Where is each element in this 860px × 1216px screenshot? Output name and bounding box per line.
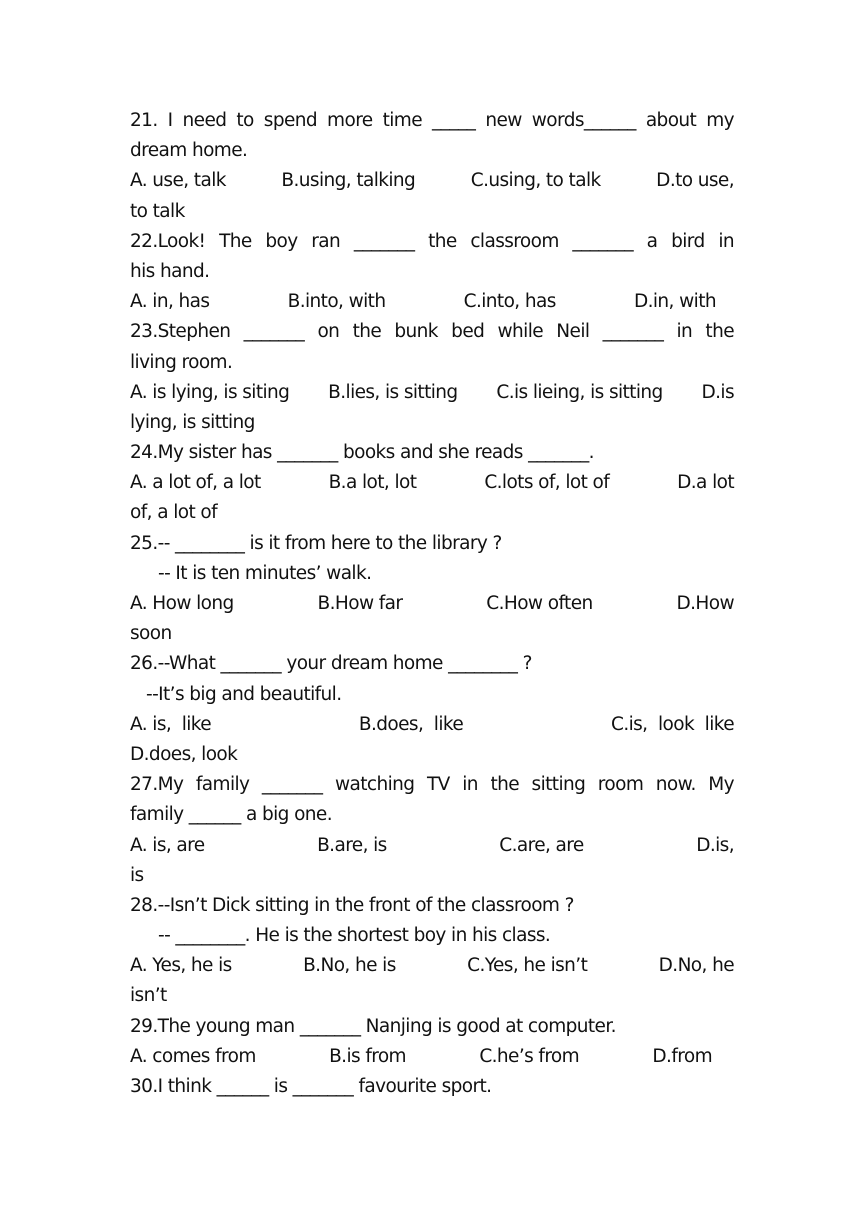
question-29-stem: 29.The young man _______ Nanjing is good at computer. <box>130 1015 616 1037</box>
option-c: C.is lieing, is sitting <box>496 381 663 403</box>
question-22-stem-cont: his hand. <box>130 260 210 282</box>
option-a: A. a lot of, a lot <box>130 472 261 494</box>
option-d: D.How <box>676 593 734 614</box>
option-b: B.into, with <box>287 291 386 313</box>
option-b: B.is from <box>329 1045 406 1067</box>
option-b: B.How far <box>317 593 403 614</box>
option-c: C.is, look like <box>611 713 734 735</box>
option-a: A. Yes, he is <box>130 955 232 977</box>
option-d: D.is <box>701 381 734 403</box>
question-27-stem-cont: family ______ a big one. <box>130 804 332 826</box>
option-c: C.Yes, he isn’t <box>467 955 588 977</box>
question-24-options <box>130 468 734 498</box>
question-28-reply: -- ________. He is the shortest boy in his class. <box>158 925 551 947</box>
option-a: A. is lying, is siting <box>130 381 290 403</box>
question-28-options-wrap: isn’t <box>130 985 167 1007</box>
question-27-stem: 27.My family _______ watching TV in the sitting room now. My <box>130 774 734 796</box>
option-b: B.No, he is <box>303 955 396 977</box>
option-c: C.How often <box>486 593 593 614</box>
option-a: A. is, are <box>130 834 205 856</box>
question-26-stem: 26.--What _______ your dream home ________ ? <box>130 653 532 675</box>
question-25-options <box>130 589 734 619</box>
question-29-options <box>130 1042 734 1072</box>
option-b: B.are, is <box>317 834 387 856</box>
question-27-options <box>130 831 734 861</box>
option-a: A. use, talk <box>130 170 226 192</box>
option-d: D.No, he <box>658 955 734 977</box>
question-26-options-wrap: D.does, look <box>130 743 238 765</box>
question-22-stem: 22.Look! The boy ran _______ the classroom _______ a bird in <box>130 230 734 252</box>
question-21-stem: 21. I need to spend more time _____ new words______ about my <box>130 110 734 131</box>
question-21-options-wrap: to talk <box>130 200 185 222</box>
question-24-stem: 24.My sister has _______ books and she reads _______. <box>130 442 594 464</box>
question-22-options <box>130 287 734 317</box>
option-c: C.using, to talk <box>470 170 601 192</box>
option-d: D.to use, <box>656 170 734 192</box>
option-b: B.using, talking <box>281 170 416 192</box>
question-21-stem-cont: dream home. <box>130 140 248 162</box>
option-c: C.lots of, lot of <box>484 472 610 494</box>
question-28-options <box>130 951 734 981</box>
question-30-stem: 30.I think ______ is _______ favourite sport. <box>130 1076 492 1097</box>
option-b: B.lies, is sitting <box>328 381 458 403</box>
question-23-options <box>130 378 734 408</box>
question-25-reply: -- It is ten minutes’ walk. <box>158 562 372 584</box>
option-b: B.a lot, lot <box>328 472 417 494</box>
question-23-options-wrap: lying, is sitting <box>130 411 255 433</box>
option-d: D.a lot <box>677 472 734 494</box>
question-25-options-wrap: soon <box>130 623 172 645</box>
question-28-stem: 28.--Isn’t Dick sitting in the front of the classroom ? <box>130 894 574 916</box>
question-26-options <box>130 710 734 740</box>
option-b: B.does, like <box>358 713 464 735</box>
option-a: A. How long <box>130 593 234 614</box>
option-c: C.into, has <box>463 291 556 313</box>
option-d: D.from <box>652 1045 712 1067</box>
option-d: D.is, <box>696 834 734 856</box>
option-a: A. is, like <box>130 713 212 735</box>
option-a: A. in, has <box>130 291 210 313</box>
question-23-stem-cont: living room. <box>130 351 233 373</box>
question-27-options-wrap: is <box>130 864 144 886</box>
worksheet-page <box>130 106 734 1102</box>
option-a: A. comes from <box>130 1045 256 1067</box>
option-d: D.in, with <box>633 291 716 313</box>
option-c: C.are, are <box>499 834 584 856</box>
question-24-options-wrap: of, a lot of <box>130 502 218 524</box>
question-26-reply: --It’s big and beautiful. <box>146 683 342 705</box>
question-21-options <box>130 166 734 196</box>
option-c: C.he’s from <box>479 1045 580 1067</box>
question-23-stem: 23.Stephen _______ on the bunk bed while Neil _______ in the <box>130 321 734 343</box>
question-25-stem: 25.-- ________ is it from here to the library ? <box>130 532 502 554</box>
